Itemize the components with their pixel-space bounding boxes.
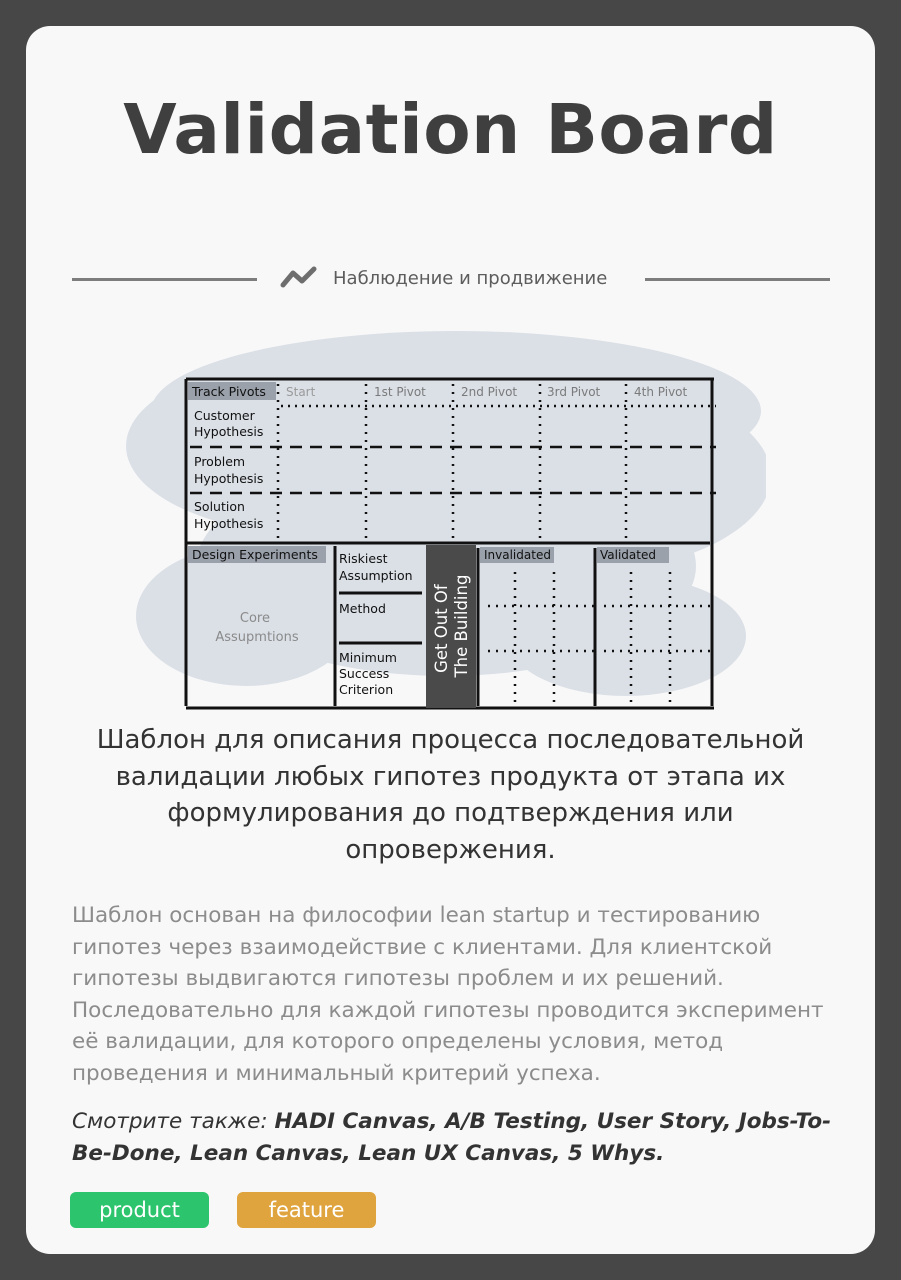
pivot-label: 1st Pivot bbox=[374, 385, 426, 399]
track-pivots-label: Track Pivots bbox=[192, 384, 266, 399]
hypothesis-label: Solution Hypothesis bbox=[194, 499, 264, 531]
tag-feature[interactable]: feature bbox=[237, 1192, 376, 1228]
see-also-prefix: Смотрите также: bbox=[72, 1109, 268, 1134]
get-out-of-building-label: Get Out Of The Building bbox=[432, 574, 471, 678]
pivot-label: 4th Pivot bbox=[634, 385, 688, 399]
see-also bbox=[72, 1106, 842, 1169]
validation-board-illustration bbox=[126, 316, 766, 716]
template-card bbox=[26, 26, 875, 1254]
method-label: Method bbox=[339, 601, 386, 616]
minimum-success-label: Minimum Success Criterion bbox=[339, 650, 397, 697]
design-experiments-label: Design Experiments bbox=[192, 547, 318, 562]
trend-line-icon bbox=[278, 264, 320, 290]
divider-left bbox=[72, 278, 257, 281]
divider-right bbox=[645, 278, 830, 281]
lead-description: Шаблон для описания процесса последовательной валидации любых гипотез продукта от этапа их формулирования до подтверждения или опровержения. bbox=[96, 725, 805, 865]
see-also-links[interactable]: HADI Canvas, A/B Testing, User Story, Jobs-To-Be-Done, Lean Canvas, Lean UX Canvas, 5 Whys. bbox=[72, 1109, 832, 1166]
riskiest-assumption-label: Riskiest Assumption bbox=[339, 551, 413, 583]
pivot-label: 3rd Pivot bbox=[547, 385, 601, 399]
tag-product[interactable]: product bbox=[70, 1192, 209, 1228]
hypothesis-label: Problem Hypothesis bbox=[194, 454, 264, 486]
core-assumptions-label: Core Assupmtions bbox=[215, 611, 299, 645]
body-description: Шаблон основан на философии lean startup и тестированию гипотез через взаимодействие с клиентами. Для клиентской гипотезы выдвигаются гипотезы проблем и их решений. Последовательно для каждой гипотезы проводится эксперимент её валидации, для которого определены условия, метод проведения и минимальный критерий успеха. bbox=[72, 903, 824, 1086]
page-title: Validation Board bbox=[123, 90, 778, 170]
invalidated-label: Invalidated bbox=[484, 548, 551, 562]
hypothesis-label: Customer Hypothesis bbox=[194, 408, 264, 439]
pivot-label: Start bbox=[286, 385, 316, 399]
category-label: Наблюдение и продвижение bbox=[333, 268, 608, 289]
validated-label: Validated bbox=[600, 548, 656, 562]
pivot-label: 2nd Pivot bbox=[461, 385, 518, 399]
